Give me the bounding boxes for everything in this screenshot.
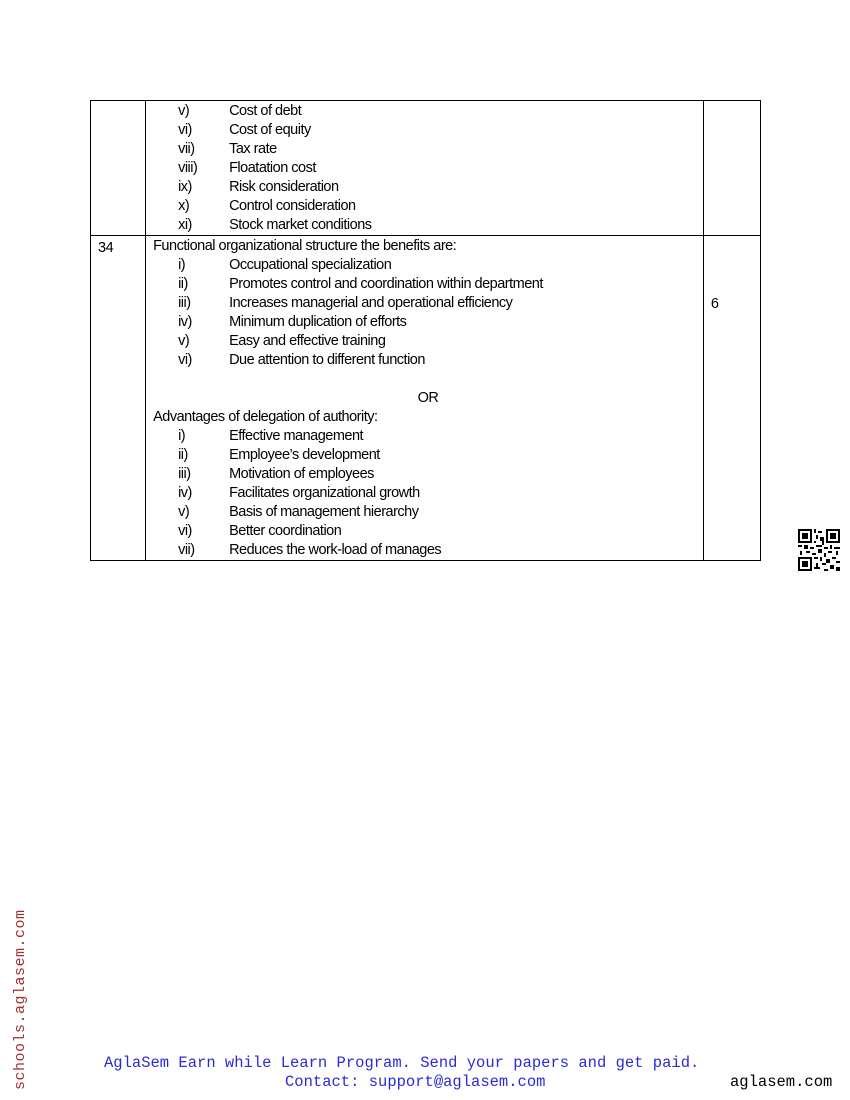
- item-text: Facilitates organizational growth: [229, 485, 420, 501]
- question-number-cell: [91, 236, 146, 561]
- item-number: vi): [178, 352, 192, 368]
- marks-cell: [703, 101, 760, 236]
- item-text: Cost of debt: [229, 103, 302, 119]
- list-item: [153, 256, 703, 275]
- item-number: iv): [178, 314, 192, 330]
- answer-alt-heading: Advantages of delegation of authority:: [153, 409, 378, 425]
- item-number: v): [178, 504, 190, 520]
- list-item: [153, 102, 703, 121]
- item-number: ix): [178, 179, 192, 195]
- list-item: [153, 275, 703, 294]
- item-number: iii): [178, 295, 191, 311]
- item-number: v): [178, 103, 190, 119]
- item-number: vi): [178, 523, 192, 539]
- list-item: [153, 465, 703, 484]
- item-number: ii): [178, 447, 188, 463]
- list-item: [153, 140, 703, 159]
- list-item: [153, 427, 703, 446]
- item-text: Better coordination: [229, 523, 342, 539]
- item-text: Tax rate: [229, 141, 277, 157]
- item-text: Minimum duplication of efforts: [229, 314, 407, 330]
- item-text: Employee’s development: [229, 447, 380, 463]
- item-text: Risk consideration: [229, 179, 339, 195]
- item-number: xi): [178, 217, 192, 233]
- item-text: Control consideration: [229, 198, 356, 214]
- footer-promo-text: AglaSem Earn while Learn Program. Send your papers and get paid.: [104, 1054, 700, 1072]
- list-item: [153, 197, 703, 216]
- answer-heading: Functional organizational structure the benefits are:: [153, 238, 457, 254]
- or-separator: OR: [417, 390, 439, 406]
- list-item: [153, 121, 703, 140]
- footer-site-link[interactable]: aglasem.com: [730, 1073, 833, 1091]
- item-number: iii): [178, 466, 191, 482]
- question-number: 34: [98, 240, 114, 256]
- item-number: viii): [178, 160, 198, 176]
- item-text: Increases managerial and operational efficiency: [229, 295, 513, 311]
- item-number: vii): [178, 141, 195, 157]
- list-item: [153, 178, 703, 197]
- item-text: Floatation cost: [229, 160, 316, 176]
- side-watermark: schools.aglasem.com: [12, 909, 29, 1090]
- list-item: [153, 332, 703, 351]
- item-text: Stock market conditions: [229, 217, 372, 233]
- marks-cell: [703, 236, 760, 561]
- item-text: Promotes control and coordination within department: [229, 276, 543, 292]
- list-item: [153, 522, 703, 541]
- item-number: i): [178, 257, 186, 273]
- list-item: [153, 294, 703, 313]
- list-item: [153, 541, 703, 560]
- list-item: [153, 159, 703, 178]
- item-text: Reduces the work-load of manages: [229, 542, 442, 558]
- question-number: [91, 101, 145, 104]
- footer-contact-text[interactable]: Contact: support@aglasem.com: [285, 1073, 546, 1091]
- item-text: Easy and effective training: [229, 333, 386, 349]
- item-number: vii): [178, 542, 195, 558]
- table-row: [91, 236, 761, 561]
- item-text: Effective management: [229, 428, 364, 444]
- list-item: [153, 446, 703, 465]
- list-item: [153, 351, 703, 370]
- list-item: [153, 313, 703, 332]
- item-number: ii): [178, 276, 188, 292]
- answer-cell: [146, 101, 704, 236]
- item-number: vi): [178, 122, 192, 138]
- item-text: Due attention to different function: [229, 352, 425, 368]
- item-number: iv): [178, 485, 192, 501]
- list-item: [153, 216, 703, 235]
- marks-value: [704, 101, 760, 160]
- marks-value: 6: [710, 296, 719, 312]
- question-number-cell: [91, 101, 146, 236]
- item-text: Motivation of employees: [229, 466, 374, 482]
- item-text: Cost of equity: [229, 122, 311, 138]
- item-text: Occupational specialization: [229, 257, 392, 273]
- item-text: Basis of management hierarchy: [229, 504, 419, 520]
- spacer: [153, 370, 703, 389]
- item-number: v): [178, 333, 190, 349]
- item-number: x): [178, 198, 190, 214]
- qr-code-icon[interactable]: [798, 529, 840, 571]
- table-row: [91, 101, 761, 236]
- item-number: i): [178, 428, 186, 444]
- answer-table: [90, 100, 761, 561]
- answer-cell: [146, 236, 704, 561]
- list-item: [153, 484, 703, 503]
- list-item: [153, 503, 703, 522]
